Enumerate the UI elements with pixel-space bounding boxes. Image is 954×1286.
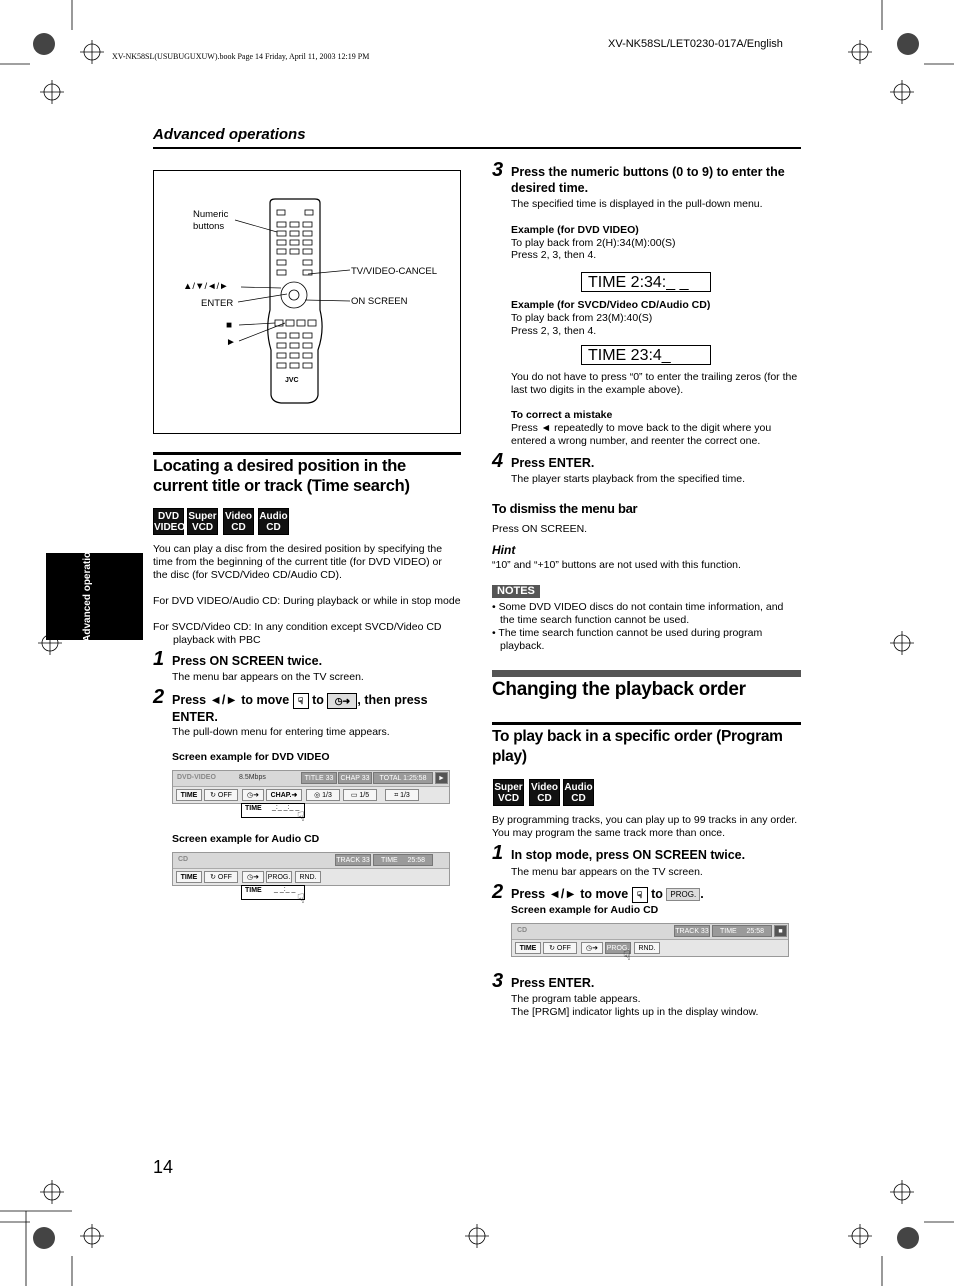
- step-2-number: 2: [153, 686, 165, 708]
- correct-mistake-title: To correct a mistake: [511, 409, 613, 421]
- prog-button-inline: PROG.: [666, 888, 700, 901]
- program-screen-label: Screen example for Audio CD: [511, 904, 659, 916]
- osd-dvd-popup-value: _:_ _:_ _: [272, 804, 300, 811]
- step-4-number: 4: [492, 450, 504, 472]
- osd-prog-time-btn: TIME: [515, 942, 541, 954]
- osd-prog-rnd: RND.: [634, 942, 660, 954]
- logo-video-cd: Video CD: [223, 508, 254, 535]
- logo-audio-cd-2: Audio CD: [563, 779, 594, 806]
- program-step-3-title: Press ENTER.: [511, 976, 595, 990]
- cursor-hand-icon-dvd: ☟: [297, 809, 305, 824]
- program-play-intro: By programming tracks, you can play up to 99 tracks in any order. You may program the same track more than once.: [492, 814, 798, 839]
- cursor-hand-icon: ☟: [293, 693, 309, 709]
- step-3-desc: The specified time is displayed in the pull-down menu.: [511, 198, 763, 210]
- osd-prog-time: TIME 25:58: [712, 925, 772, 937]
- program-step-2-title-a: Press ◄/► to move: [511, 887, 629, 901]
- label-play: ►: [226, 337, 236, 348]
- osd-dvd-title: TITLE 33: [301, 772, 337, 784]
- osd-cd-track: TRACK 33: [335, 854, 371, 866]
- osd-cd-disc: CD: [178, 856, 189, 863]
- osd-cd-popup: [241, 885, 305, 900]
- step-2-desc: The pull-down menu for entering time appears.: [172, 726, 390, 738]
- time-search-condition-2: For SVCD/Video CD: In any condition except SVCD/Video CD playback with PBC: [153, 621, 442, 646]
- dismiss-menu-text: Press ON SCREEN.: [492, 523, 588, 535]
- osd-dvd-chap: CHAP 33: [338, 772, 372, 784]
- cursor-hand-icon-2: ☟: [632, 887, 648, 903]
- time-search-condition-1: For DVD VIDEO/Audio CD: During playback or while in stop mode: [153, 595, 461, 607]
- step-3-number: 3: [492, 159, 504, 181]
- notes-badge: NOTES: [492, 585, 540, 598]
- program-step-3-number: 3: [492, 970, 504, 992]
- osd-cd-repeat: ↻ OFF: [204, 871, 238, 883]
- program-step-2-title-b: to: [651, 887, 663, 901]
- time-display-dvd: TIME 2:34:_ _: [581, 272, 711, 292]
- side-tab: [46, 540, 143, 642]
- label-arrows: ▲/▼/◄/►: [183, 281, 229, 292]
- step-1-number: 1: [153, 648, 165, 670]
- step-2-title-c: , then press ENTER.: [172, 693, 428, 724]
- step-2-title-a: Press ◄/► to move: [172, 693, 290, 707]
- subsection-rule-program-play: [492, 722, 801, 725]
- logo-super-vcd-2: Super VCD: [493, 779, 524, 806]
- osd-dvd-disc: DVD-VIDEO: [177, 774, 216, 781]
- hint-title: Hint: [492, 543, 516, 557]
- time-search-intro: You can play a disc from the desired position by specifying the time from the beginning of the current title (for DVD VIDEO) or the disc (for SVCD/Video CD/Audio CD).: [153, 543, 443, 581]
- program-step-2-title-end: .: [700, 887, 704, 901]
- example-dvd-title: Example (for DVD VIDEO): [511, 224, 639, 236]
- subsection-title-program-play: To play back in a specific order (Program play): [492, 728, 783, 765]
- example-svcd-line-1: To play back from 23(M):40(S): [511, 312, 653, 324]
- step-1-desc: The menu bar appears on the TV screen.: [172, 671, 364, 683]
- logo-video-cd-2: Video CD: [529, 779, 560, 806]
- label-stop: ■: [226, 320, 233, 331]
- step-2-title-b: to: [312, 693, 324, 707]
- step-2-title: [172, 692, 462, 725]
- osd-dvd-chap-btn: CHAP.➜: [266, 789, 302, 801]
- step-3-title: Press the numeric buttons (0 to 9) to enter the desired time.: [511, 165, 785, 195]
- osd-dvd-subtitle: ▭ 1/5: [343, 789, 377, 801]
- side-tab-label: Advanced operations: [82, 540, 93, 642]
- osd-prog-prog: PROG.: [605, 942, 631, 954]
- osd-dvd-popup: [241, 803, 305, 818]
- step-4-title: Press ENTER.: [511, 456, 595, 470]
- osd-prog-track: TRACK 33: [674, 925, 710, 937]
- osd-dvd-popup-label: TIME: [245, 805, 262, 812]
- osd-dvd-audio: ◎ 1/3: [306, 789, 340, 801]
- osd-prog-time-icon: ◷➜: [581, 942, 603, 954]
- osd-cd-rnd: RND.: [295, 871, 321, 883]
- osd-dvd-repeat: ↻ OFF: [204, 789, 238, 801]
- model-number: XV-NK58SL/LET0230-017A/English: [608, 38, 783, 50]
- page-number: 14: [153, 1157, 174, 1177]
- osd-cd-prog: PROG.: [266, 871, 292, 883]
- logo-audio-cd: Audio CD: [258, 508, 289, 535]
- logo-super-vcd: Super VCD: [187, 508, 218, 535]
- program-step-3-desc-1: The program table appears.: [511, 993, 641, 1005]
- screen-example-cd-label: Screen example for Audio CD: [172, 833, 320, 845]
- osd-prog-disc: CD: [517, 927, 528, 934]
- remote-brand-logo: JVC: [285, 377, 299, 384]
- label-enter: ENTER: [201, 298, 234, 309]
- example-svcd-line-2: Press 2, 3, then 4.: [511, 325, 597, 337]
- osd-dvd-angle: ⌗ 1/3: [385, 789, 419, 801]
- osd-dvd-time-btn: TIME: [176, 789, 202, 801]
- step-4-desc: The player starts playback from the specified time.: [511, 473, 746, 485]
- osd-dvd-time-icon: ◷➜: [242, 789, 264, 801]
- note-item-1: • Some DVD VIDEO discs do not contain time information, and the time search function cannot be used.: [492, 601, 784, 626]
- time-display-svcd: TIME 23:4_: [581, 345, 711, 365]
- example-dvd-line-1: To play back from 2(H):34(M):00(S): [511, 237, 676, 249]
- cursor-hand-icon-prog: ☟: [623, 948, 631, 963]
- logo-dvd-video: DVD VIDEO: [153, 508, 184, 535]
- section-rule-time-search: [153, 452, 461, 455]
- osd-dvd-play-icon: ►: [435, 772, 448, 784]
- disc-logos-program-play: [493, 779, 603, 806]
- section-rule-playback-order: [492, 670, 801, 677]
- program-step-1-title: In stop mode, press ON SCREEN twice.: [511, 848, 746, 862]
- osd-cd-popup-value: _ _:_ _: [274, 886, 296, 893]
- label-on-screen: ON SCREEN: [351, 296, 408, 307]
- osd-menu-program: [511, 923, 789, 957]
- header-rule: [153, 147, 801, 149]
- osd-dvd-rate: 8.5Mbps: [239, 774, 266, 781]
- screen-example-dvd-label: Screen example for DVD VIDEO: [172, 751, 330, 763]
- program-step-3-desc-2: The [PRGM] indicator lights up in the display window.: [511, 1006, 759, 1018]
- file-info-line: XV-NK58SL(USUBUGUXUW).book Page 14 Friday, April 11, 2003 12:19 PM: [112, 52, 370, 61]
- program-step-2-title: [511, 886, 801, 903]
- example-svcd-title: Example (for SVCD/Video CD/Audio CD): [511, 299, 711, 311]
- trailing-zeros-note: You do not have to press “0” to enter the trailing zeros (for the last two digits in the example above).: [511, 371, 798, 396]
- correct-mistake-text: Press ◄ repeatedly to move back to the digit where you entered a wrong number, and reenter the correct one.: [511, 422, 772, 447]
- time-clock-icon: ◷➜: [327, 693, 357, 709]
- osd-cd-time-icon: ◷➜: [242, 871, 264, 883]
- program-step-1-number: 1: [492, 842, 504, 864]
- program-step-2-number: 2: [492, 881, 504, 903]
- osd-cd-popup-label: TIME: [245, 887, 262, 894]
- dismiss-menu-title: To dismiss the menu bar: [492, 501, 638, 516]
- osd-cd-time-btn: TIME: [176, 871, 202, 883]
- step-1-title: Press ON SCREEN twice.: [172, 654, 323, 668]
- notes-list: [492, 601, 797, 653]
- osd-prog-stop-icon: ■: [774, 925, 787, 937]
- hint-text: “10” and “+10” buttons are not used with this function.: [492, 559, 741, 571]
- cursor-hand-icon-cd: ☟: [297, 891, 305, 906]
- osd-menu-cd: [172, 852, 450, 886]
- label-numeric-buttons: Numeric buttons: [193, 209, 229, 232]
- section-title-playback-order: Changing the playback order: [492, 679, 746, 700]
- osd-dvd-total: TOTAL 1:25:58: [373, 772, 433, 784]
- example-dvd-line-2: Press 2, 3, then 4.: [511, 249, 597, 261]
- osd-prog-repeat: ↻ OFF: [543, 942, 577, 954]
- section-header: Advanced operations: [153, 126, 306, 143]
- osd-menu-dvd: [172, 770, 450, 804]
- note-item-2: • The time search function cannot be used during program playback.: [492, 627, 763, 652]
- osd-cd-time: TIME 25:58: [373, 854, 433, 866]
- section-title-time-search: Locating a desired position in the current title or track (Time search): [153, 457, 410, 495]
- disc-logos-time-search: [153, 508, 293, 535]
- program-step-1-desc: The menu bar appears on the TV screen.: [511, 866, 703, 878]
- label-tv-video-cancel: TV/VIDEO-CANCEL: [351, 266, 438, 277]
